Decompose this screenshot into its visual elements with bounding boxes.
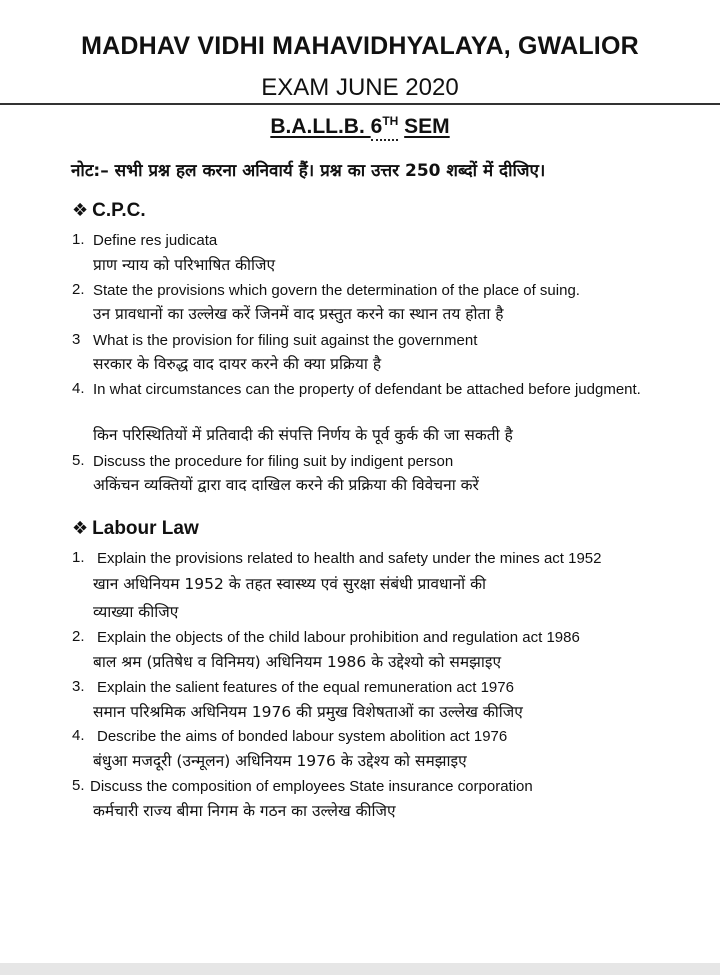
section-heading-labour-law: ❖ Labour Law [72, 518, 199, 539]
question-hindi: किन परिस्थितियों में प्रतिवादी की संपत्ति निर्णय के पूर्व कुर्क की जा सकती है [93, 426, 513, 444]
question-number: 3 [72, 331, 81, 348]
instruction-note: नोट:– सभी प्रश्न हल करना अनिवार्य हैं। प्रश्न का उत्तर 250 शब्दों में दीजिए। [71, 161, 546, 181]
question-hindi: समान परिश्रमिक अधिनियम 1976 की प्रमुख विशेषताओं का उल्लेख कीजिए [93, 703, 523, 721]
question-hindi: बाल श्रम (प्रतिषेध व विनिमय) अधिनियम 1986 के उद्देश्यो को समझाइए [93, 653, 502, 671]
question-english: Discuss the composition of employees State insurance corporation [90, 778, 533, 795]
question-number: 4. [72, 380, 85, 397]
question-number: 5. [72, 777, 85, 794]
question-english: Describe the aims of bonded labour system abolition act 1976 [97, 728, 508, 745]
question-hindi: बंधुआ मजदूरी (उन्मूलन) अधिनियम 1976 के उद्देश्य को समझाइए [93, 752, 467, 770]
exam-title: EXAM JUNE 2020 [261, 74, 459, 101]
course-name: B.A.LL.B. [270, 115, 371, 138]
question-hindi-continued: व्याख्या कीजिए [93, 603, 179, 621]
question-number: 2. [72, 628, 85, 645]
question-number: 5. [72, 452, 85, 469]
header-divider [0, 103, 720, 105]
question-hindi: खान अधिनियम 1952 के तहत स्वास्थ्य एवं सुरक्षा संबंधी प्रावधानों की [93, 575, 486, 593]
question-number: 2. [72, 281, 85, 298]
question-hindi: अकिंचन व्यक्तियों द्वारा वाद दाखिल करने की प्रक्रिया की विवेचना करें [93, 476, 479, 494]
diamond-bullet-icon: ❖ [72, 200, 89, 220]
college-title: MADHAV VIDHI MAHAVIDHYALAYA, GWALIOR [81, 32, 639, 60]
question-english: Discuss the procedure for filing suit by indigent person [93, 453, 454, 470]
question-english: Define res judicata [93, 232, 218, 249]
question-english: State the provisions which govern the determination of the place of suing. [93, 282, 580, 299]
course-sem-label: SEM [404, 115, 450, 138]
question-english: What is the provision for filing suit against the government [93, 332, 478, 349]
question-number: 1. [72, 549, 85, 566]
question-english: Explain the objects of the child labour prohibition and regulation act 1986 [97, 629, 580, 646]
question-hindi: सरकार के विरुद्ध वाद दायर करने की क्या प्रक्रिया है [93, 355, 382, 373]
question-english: In what circumstances can the property of defendant be attached before judgment. [93, 381, 641, 398]
question-number: 3. [72, 678, 85, 695]
course-semester: 6TH [371, 115, 399, 141]
question-hindi: प्राण न्याय को परिभाषित कीजिए [93, 256, 276, 274]
question-english: Explain the salient features of the equal remuneration act 1976 [97, 679, 514, 696]
question-number: 4. [72, 727, 85, 744]
page-bottom-edge [0, 963, 720, 975]
question-hindi: कर्मचारी राज्य बीमा निगम के गठन का उल्लेख कीजिए [93, 802, 396, 820]
question-number: 1. [72, 231, 85, 248]
question-hindi: उन प्रावधानों का उल्लेख करें जिनमें वाद प्रस्तुत करने का स्थान तय होता है [93, 305, 504, 323]
diamond-bullet-icon: ❖ [72, 518, 89, 538]
question-english: Explain the provisions related to health and safety under the mines act 1952 [97, 550, 602, 567]
section-heading-cpc: ❖ C.P.C. [72, 200, 146, 221]
course-title [0, 114, 720, 139]
